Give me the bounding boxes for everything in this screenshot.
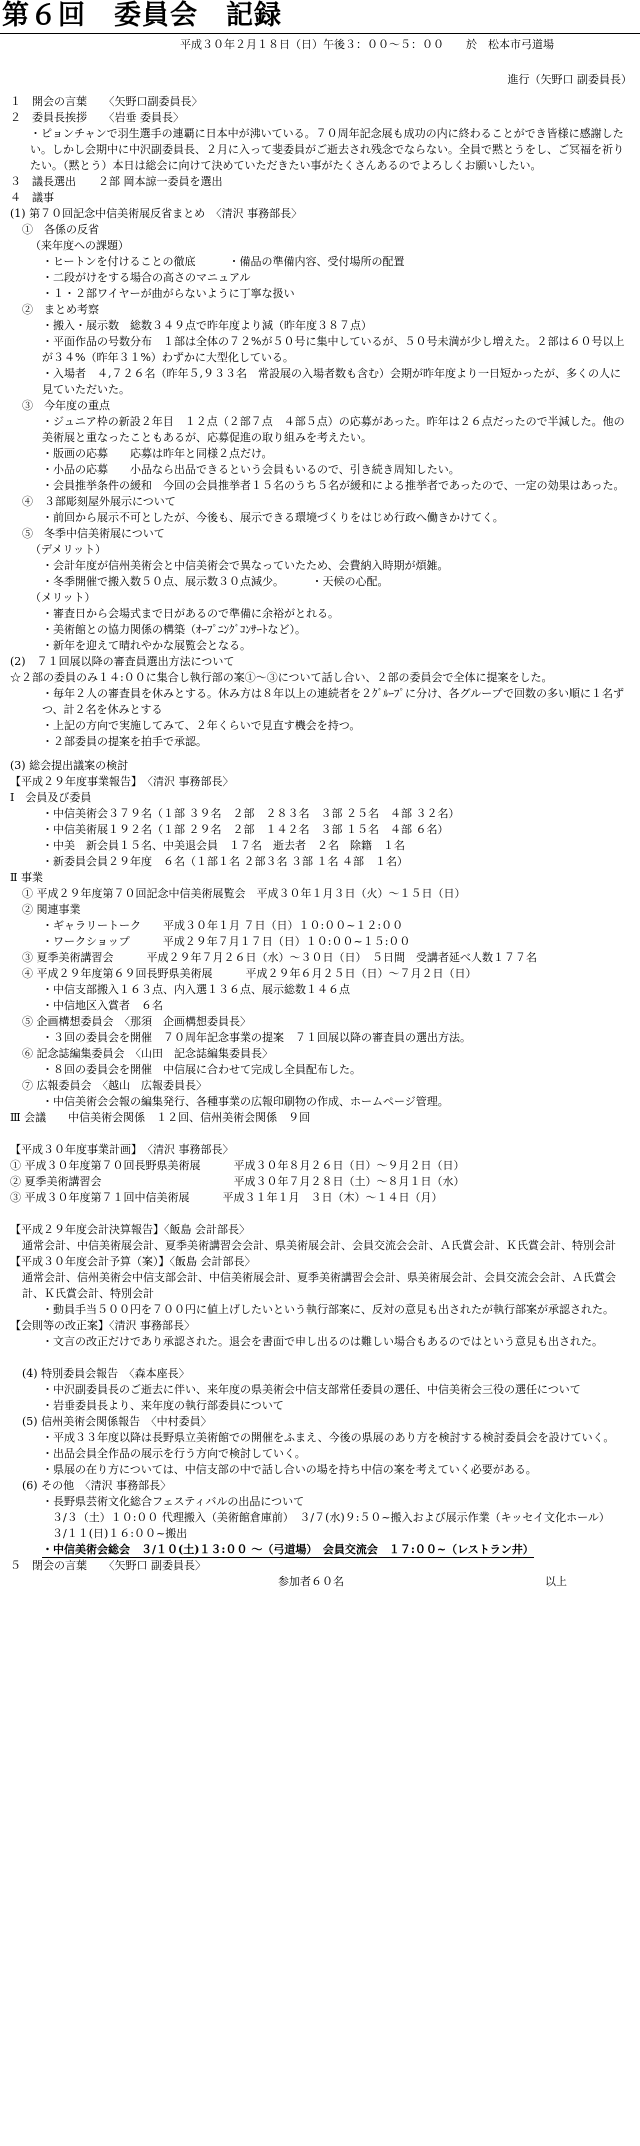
title-underline bbox=[0, 33, 640, 34]
list-item: ・ジュニア枠の新設２年目 １２点（２部７点 ４部５点）の応募があった。昨年は２６点だったので半減した。他の美術展と重なったこともあるが、応募促進の取り組みを考えたい。 bbox=[42, 415, 625, 444]
end-mark: 以上 bbox=[545, 1575, 567, 1588]
project-item: ⑥ 記念誌編集委員会 〈山田 記念誌編集委員長〉 bbox=[22, 1047, 273, 1060]
list-item: ・動員手当５００円を７００円に値上げしたいという執行部案に、反対の意見も出されたが執行部案が承認された。 bbox=[42, 1303, 614, 1316]
section-projects: Ⅱ 事業 bbox=[10, 871, 43, 884]
section-reflection: ① 各係の反省 bbox=[22, 223, 99, 236]
list-item: ・新年を迎えて晴れやかな展覧会となる。 bbox=[42, 639, 251, 652]
item-opening: １ 開会の言葉 〈矢野口副委員長〉 bbox=[10, 95, 203, 108]
list-item: ・ワークショップ 平成２９年７月１７日（日）１０:００~１５:００ bbox=[42, 935, 411, 948]
list-item: ・ヒートンを付けることの徹底 ・備品の準備内容、受付場所の配置 bbox=[42, 255, 405, 268]
attendance-row bbox=[0, 1574, 640, 1590]
list-item: ・前回から展示不可としたが、今後も、展示できる環境づくりをはじめ行政へ働きかけてく。 bbox=[42, 511, 504, 524]
settlement-accounts: 通常会計、中信美術展会計、夏季美術講習会会計、県美術展会計、会員交流会会計、Ａ氏賞会計、Ｋ氏賞会計、特別会計 bbox=[22, 1239, 616, 1252]
section-focus: ③ 今年度の重点 bbox=[22, 399, 110, 412]
agenda-6-heading: (6) その他 〈清沢 事務部長〉 bbox=[22, 1479, 172, 1492]
subheading-merits: （メリット） bbox=[30, 591, 96, 604]
project-item: ⑦ 広報委員会 〈越山 広報委員長〉 bbox=[22, 1079, 207, 1092]
greeting-text: ・ピョンチャンで羽生選手の連覇に日本中が沸いている。７０周年記念展も成功の内に終わることができ皆様に感謝したい。しかし会期中に中沢副委員長、２月に入って斐委員がご逝去され残念でならない。全員で黙とうをし、ご冥福を祈りたい。（黙とう）本日は総会に向けて決めていただきたい事がたくさんあるのでよろしくお願いしたい。 bbox=[30, 127, 624, 172]
list-item: ・中信美術会会報の編集発行、各種事業の広報印刷物の作成、ホームページ管理。 bbox=[42, 1095, 449, 1108]
list-item: ・中沢副委員長のご逝去に伴い、来年度の県美術会中信支部常任委員の選任、中信美術会三役の選任について bbox=[42, 1383, 581, 1396]
list-item: ・ギャラリートーク 平成３０年１月 ７日（日）１０:００~１２:００ bbox=[42, 919, 404, 932]
general-meeting-note bbox=[42, 1542, 640, 1558]
budget-accounts: 通常会計、信州美術会中信支部会計、中信美術展会計、夏季美術講習会会計、県美術展会計、会員交流会会計、Ａ氏賞会計、Ｋ氏賞会計、特別会計 bbox=[22, 1271, 616, 1300]
project-item: ② 関連事業 bbox=[22, 903, 81, 916]
section-meetings: Ⅲ 会議 中信美術会関係 １２回、信州美術会関係 ９回 bbox=[10, 1111, 311, 1124]
festival-schedule: ３/３（土）１０:００ 代理搬入（美術館倉庫前） ３/７(水)９:５０~搬入および展示作業（キッセイ文化ホール） ３/１１(日)１６:００~搬出 bbox=[52, 1511, 616, 1540]
agenda-2-heading: (2) ７１回展以降の審査員選出方法について bbox=[10, 655, 235, 668]
list-item: ・２部委員の提案を拍手で承認。 bbox=[42, 735, 207, 748]
list-item: ・会員推挙条件の緩和 今回の会員推挙者１５名のうち５名が緩和による推挙者であったので、一定の効果はあった。 bbox=[42, 479, 625, 492]
attendance-count: 参加者６０名 bbox=[278, 1575, 344, 1588]
agenda-5-heading: (5) 信州美術会関係報告 〈中村委員〉 bbox=[22, 1415, 212, 1428]
item-chair-election: ３ 議長選出 ２部 岡本諒一委員を選出 bbox=[10, 175, 223, 188]
list-item: ・中信地区入賞者 ６名 bbox=[42, 999, 163, 1012]
budget-heading: 【平成３０年度会計予算（案）】〈飯島 会計部長〉 bbox=[10, 1255, 256, 1268]
subheading-next-year: （来年度への課題） bbox=[30, 239, 129, 252]
star-note: ☆２部の委員のみ１４:００に集合し執行部の案①～③について話し合い、２部の委員会で全体に提案をした。 bbox=[10, 671, 553, 684]
list-item: ・中信美術会３７９名（１部 ３９名 ２部 ２８３名 ３部 ２５名 ４部 ３２名） bbox=[42, 807, 460, 820]
agenda-1-heading: (1) 第７０回記念中信美術展反省まとめ 〈清沢 事務部長〉 bbox=[10, 207, 303, 220]
document-body bbox=[0, 94, 640, 1590]
section-members: Ⅰ 会員及び委員 bbox=[10, 791, 92, 804]
plan-item: ② 夏季美術講習会 平成３０年７月２８日（土）～８月１日（水） bbox=[10, 1175, 465, 1188]
report-h29-heading: 【平成２９年度事業報告】 〈清沢 事務部長〉 bbox=[10, 775, 234, 788]
list-item: ・３回の委員会を開催 ７０周年記念事業の提案 ７１回展以降の審査員の選出方法。 bbox=[42, 1031, 471, 1044]
agenda-3-heading: (3) 総会提出議案の検討 bbox=[10, 759, 129, 772]
section-sculpture: ④ ３部彫刻屋外展示について bbox=[22, 495, 176, 508]
list-item: ・新委員会員２９年度 ６名（１部１名 ２部３名 ３部 １名 ４部 １名） bbox=[42, 855, 408, 868]
section-winter-exhibition: ⑤ 冬季中信美術展について bbox=[22, 527, 165, 540]
plan-item: ③ 平成３０年度第７１回中信美術展 平成３１年１月 ３日（木）～１４日（月） bbox=[10, 1191, 443, 1204]
list-item: ・１・２部ワイヤーが曲がらないように丁寧な扱い bbox=[42, 287, 295, 300]
list-item: ・中信美術展１９２名（１部 ２９名 ２部 １４２名 ３部 １５名 ４部 ６名） bbox=[42, 823, 449, 836]
item-chair-greeting: ２ 委員長挨拶 〈岩垂 委員長〉 bbox=[10, 111, 184, 124]
list-item: ・審査日から会場式まで日があるので準備に余裕がとれる。 bbox=[42, 607, 339, 620]
list-item: ・会計年度が信州美術会と中信美術会で異なっていたため、会費納入時期が煩雑。 bbox=[42, 559, 449, 572]
list-item: ・文言の改正だけであり承認された。退会を書面で申し出るのは難しい場合もあるのではという意見も出された。 bbox=[42, 1335, 603, 1348]
list-item: ・冬季開催で搬入数５０点、展示数３０点減少。 ・天候の心配。 bbox=[42, 575, 389, 588]
document-title: 第６回 委員会 記録 bbox=[2, 0, 282, 31]
project-item: ⑤ 企画構想委員会 〈那須 企画構想委員長〉 bbox=[22, 1015, 251, 1028]
item-agenda: ４ 議事 bbox=[10, 191, 54, 204]
list-item: ・県展の在り方については、中信支部の中で話し合いの場を持ち中信の案を考えていく必要がある。 bbox=[42, 1463, 537, 1476]
list-item: ・上記の方向で実施してみて、２年くらいで見直す機会を持つ。 bbox=[42, 719, 361, 732]
project-item: ③ 夏季美術講習会 平成２９年７月２６日（水）～３０日（日） ５日間 受講者延べ人数１７７名 bbox=[22, 951, 537, 964]
list-item: ・平面作品の号数分布 １部は全体の７２%が５０号に集中しているが、５０号未満が少し増えた。２部は６０号以上が３４%（昨年３１%）わずかに大型化している。 bbox=[42, 335, 625, 364]
list-item: ・搬入・展示数 総数３４９点で昨年度より減（昨年度３８７点） bbox=[42, 319, 372, 332]
list-item: ・長野県芸術文化総合フェスティバルの出品について bbox=[42, 1495, 305, 1508]
list-item: ・出品会員全作品の展示を行う方向で検討していく。 bbox=[42, 1447, 306, 1460]
project-item: ① 平成２９年度第７０回記念中信美術展覧会 平成３０年１月３日（火）～１５日（日） bbox=[22, 887, 466, 900]
meeting-date: 平成３０年２月１８日（日）午後３：００～５：００ 於 松本市弓道場 bbox=[180, 38, 554, 51]
agenda-4-heading: (4) 特別委員会報告 〈森本座長〉 bbox=[22, 1367, 190, 1380]
list-item: ・中美 新会員１５名、中美退会員 １７名 逝去者 ２名 除籍 １名 bbox=[42, 839, 405, 852]
general-meeting-text: ・中信美術会総会 ３/１０(土)１３:００ ～（弓道場） 会員交流会 １７:００~（レストラン井） bbox=[42, 1543, 534, 1556]
plan-h30-heading: 【平成３０年度事業計画】 〈清沢 事務部長〉 bbox=[10, 1143, 234, 1156]
meeting-host: 進行（矢野口 副委員長） bbox=[507, 73, 632, 86]
list-item: ・小品の応募 小品なら出品できるという会員もいるので、引き続き周知したい。 bbox=[42, 463, 460, 476]
item-closing: ５ 閉会の言葉 〈矢野口 副委員長〉 bbox=[10, 1559, 206, 1572]
list-item: ・平成３３年度以降は長野県立美術館での開催をふまえ、今後の県展のあり方を検討する検討委員会を設けていく。 bbox=[42, 1431, 615, 1444]
list-item: ・岩垂委員長より、来年度の執行部委員について bbox=[42, 1399, 284, 1412]
subheading-demerits: （デメリット） bbox=[30, 543, 107, 556]
list-item: ・二段がけをする場合の高さのマニュアル bbox=[42, 271, 251, 284]
project-item: ④ 平成２９年度第６９回長野県美術展 平成２９年６月２５日（日）～７月２日（日） bbox=[22, 967, 477, 980]
plan-item: ① 平成３０年度第７０回長野県美術展 平成３０年８月２６日（日）～９月２日（日） bbox=[10, 1159, 465, 1172]
settlement-heading: 【平成２９年度会計決算報告】〈飯島 会計部長〉 bbox=[10, 1223, 250, 1236]
list-item: ・入場者 ４,７２６名（昨年５,９３３名 常設展の入場者数も含む）会期が昨年度より一日短かったが、多くの人に見ていただいた。 bbox=[42, 367, 621, 396]
list-item: ・中信支部搬入１６３点、内入選１３６点、展示総数１４６点 bbox=[42, 983, 350, 996]
list-item: ・版画の応募 応募は昨年と同様２点だけ。 bbox=[42, 447, 273, 460]
list-item: ・毎年２人の審査員を休みとする。休み方は８年以上の連続者を２ｸﾞﾙｰﾌﾟに分け、各グループで回数の多い順に１名ずつ、計２名を休みとする bbox=[42, 687, 625, 716]
list-item: ・美術館との協力関係の構築（ｵｰﾌﾟﾆﾝｸﾞｺﾝｻｰﾄなど）。 bbox=[42, 623, 306, 636]
bylaw-heading: 【会則等の改正案】〈清沢 事務部長〉 bbox=[10, 1319, 195, 1332]
list-item: ・８回の委員会を開催 中信展に合わせて完成し全員配布した。 bbox=[42, 1063, 361, 1076]
section-summary: ② まとめ考察 bbox=[22, 303, 99, 316]
